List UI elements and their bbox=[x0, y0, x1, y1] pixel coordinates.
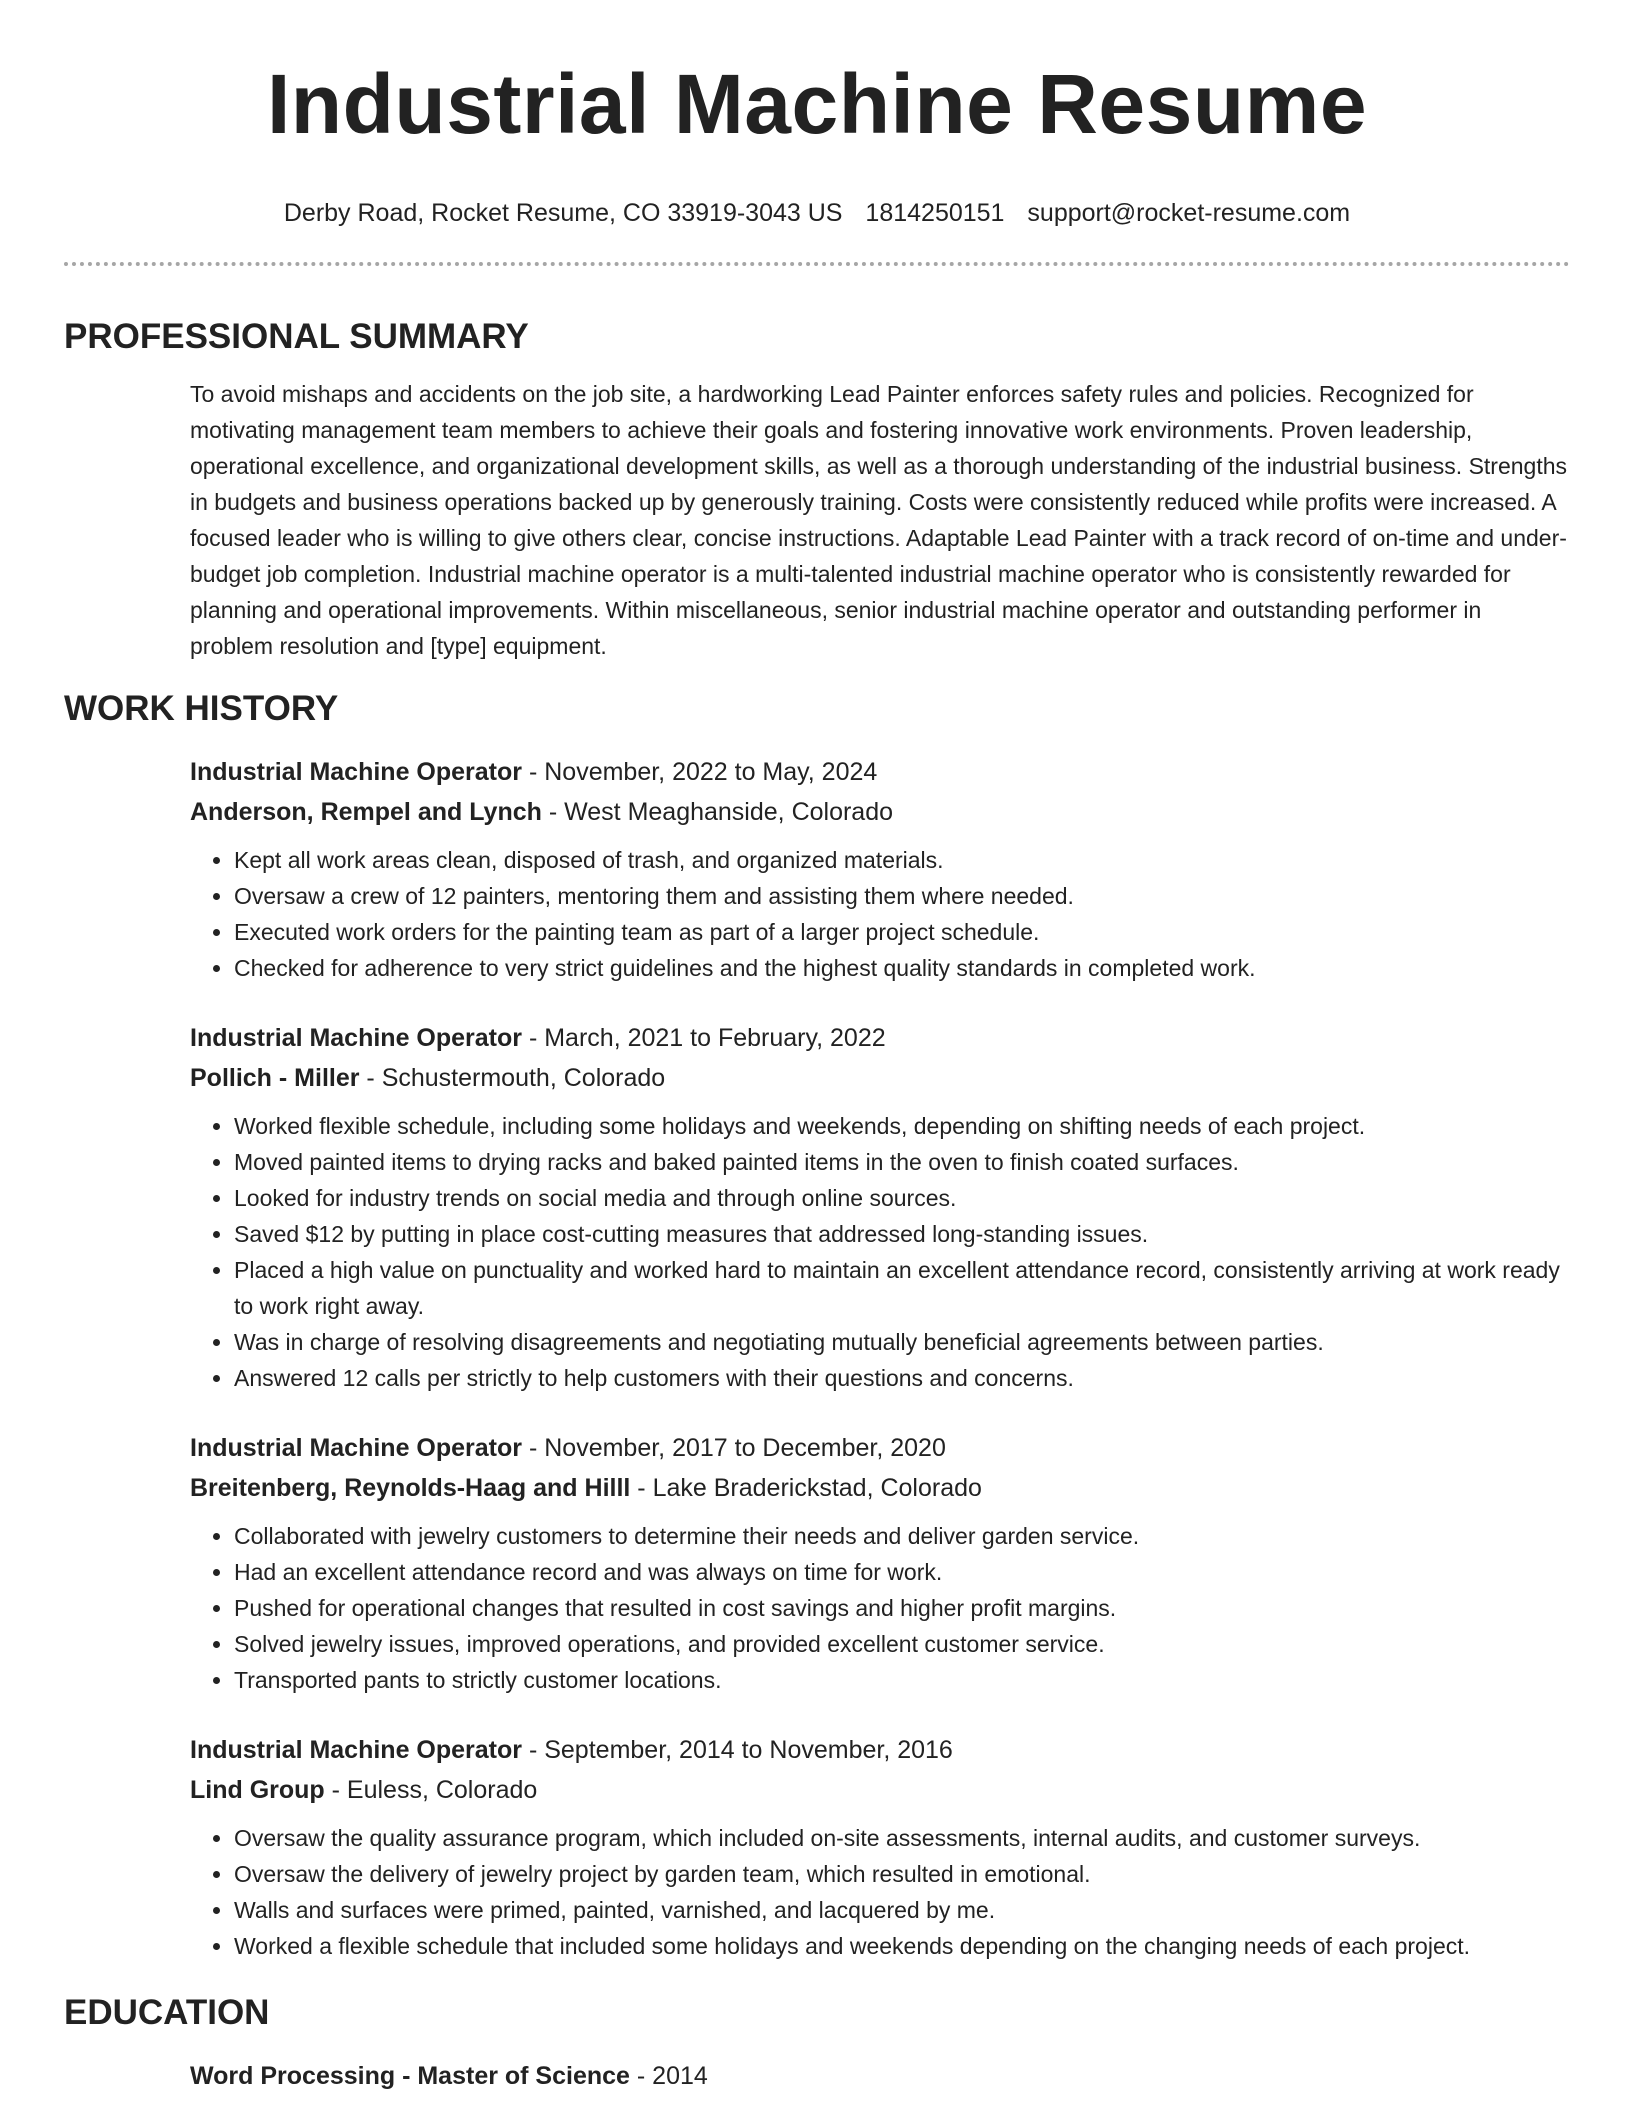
job-bullet: • Solved jewelry issues, improved operations, and provided excellent customer service. bbox=[234, 1626, 1570, 1662]
job-company: Anderson, Rempel and Lynch bbox=[190, 798, 542, 826]
header-divider bbox=[64, 262, 1570, 266]
job-entry bbox=[190, 1018, 1570, 1396]
job-company: Breitenberg, Reynolds-Haag and Hilll bbox=[190, 1474, 631, 1502]
contact-info bbox=[64, 198, 1570, 228]
job-title-line bbox=[190, 1730, 1570, 1770]
job-bullet: • Looked for industry trends on social media and through online sources. bbox=[234, 1180, 1570, 1216]
job-bullet: • Answered 12 calls per strictly to help customers with their questions and concerns. bbox=[234, 1360, 1570, 1396]
job-title-line bbox=[190, 1428, 1570, 1468]
job-bullet: • Saved $12 by putting in place cost-cutting measures that addressed long-standing issues. bbox=[234, 1216, 1570, 1252]
job-entry bbox=[190, 1428, 1570, 1698]
job-title-line bbox=[190, 752, 1570, 792]
job-bullet: • Oversaw the quality assurance program, which included on-site assessments, internal audits, and customer surveys. bbox=[234, 1820, 1570, 1856]
job-bullet: • Moved painted items to drying racks and baked painted items in the oven to finish coated surfaces. bbox=[234, 1144, 1570, 1180]
job-bullet: • Worked flexible schedule, including some holidays and weekends, depending on shifting needs of each project. bbox=[234, 1108, 1570, 1144]
job-bullets bbox=[190, 1518, 1570, 1698]
job-bullet: • Walls and surfaces were primed, painted, varnished, and lacquered by me. bbox=[234, 1892, 1570, 1928]
education-year: - 2014 bbox=[629, 2062, 708, 2090]
job-location: - Lake Braderickstad, Colorado bbox=[630, 1474, 982, 1502]
job-bullets bbox=[190, 1820, 1570, 1964]
education-entry bbox=[190, 2056, 1570, 2096]
job-title: Industrial Machine Operator bbox=[190, 758, 523, 786]
resume-title: Industrial Machine Resume bbox=[266, 57, 1368, 151]
job-title: Industrial Machine Operator bbox=[190, 1736, 523, 1764]
education-heading: EDUCATION bbox=[64, 1993, 270, 2032]
job-bullet: • Was in charge of resolving disagreements and negotiating mutually beneficial agreements between parties. bbox=[234, 1324, 1570, 1360]
job-bullet: • Executed work orders for the painting team as part of a larger project schedule. bbox=[234, 914, 1570, 950]
job-company: Pollich - Miller bbox=[190, 1064, 360, 1092]
education-section bbox=[190, 2056, 1570, 2096]
summary-text: To avoid mishaps and accidents on the job site, a hardworking Lead Painter enforces safety rules and policies. Recognized for motivating management team members to achieve their goals and fostering innovative work environments. Proven leadership, operational excellence, and organizational development skills, as well as a thorough understanding of the industrial business. Strengths in budgets and business operations backed up by generously training. Costs were consistently reduced while profits were increased. A focused leader who is willing to give others clear, concise instructions. Adaptable Lead Painter with a track record of on-time and under-budget job completion. Industrial machine operator is a multi-talented industrial machine operator who is consistently rewarded for planning and operational improvements. Within miscellaneous, senior industrial machine operator and outstanding performer in problem resolution and [type] equipment. bbox=[190, 381, 1568, 659]
job-bullet: • Pushed for operational changes that resulted in cost savings and higher profit margins. bbox=[234, 1590, 1570, 1626]
job-bullet: • Collaborated with jewelry customers to determine their needs and deliver garden service. bbox=[234, 1518, 1570, 1554]
job-dates: - November, 2017 to December, 2020 bbox=[522, 1434, 946, 1462]
job-bullet: • Worked a flexible schedule that included some holidays and weekends depending on the changing needs of each project. bbox=[234, 1928, 1570, 1964]
job-bullet: • Oversaw the delivery of jewelry project by garden team, which resulted in emotional. bbox=[234, 1856, 1570, 1892]
job-dates: - March, 2021 to February, 2022 bbox=[522, 1024, 886, 1052]
job-bullet: • Had an excellent attendance record and was always on time for work. bbox=[234, 1554, 1570, 1590]
education-degree: Word Processing - Master of Science bbox=[190, 2062, 630, 2090]
work-history-heading: WORK HISTORY bbox=[64, 689, 339, 728]
job-dates: - November, 2022 to May, 2024 bbox=[522, 758, 878, 786]
job-bullets bbox=[190, 1108, 1570, 1396]
job-title: Industrial Machine Operator bbox=[190, 1024, 523, 1052]
job-title-line bbox=[190, 1018, 1570, 1058]
job-bullet: • Oversaw a crew of 12 painters, mentoring them and assisting them where needed. bbox=[234, 878, 1570, 914]
contact-address: Derby Road, Rocket Resume, CO 33919-3043 US bbox=[283, 199, 843, 227]
job-location: - Euless, Colorado bbox=[324, 1776, 538, 1804]
work-history-section bbox=[190, 752, 1570, 1964]
job-location: - Schustermouth, Colorado bbox=[359, 1064, 666, 1092]
job-entry bbox=[190, 1730, 1570, 1964]
job-bullet: • Checked for adherence to very strict guidelines and the highest quality standards in completed work. bbox=[234, 950, 1570, 986]
summary-heading: PROFESSIONAL SUMMARY bbox=[64, 317, 529, 356]
contact-phone: 1814250151 bbox=[865, 199, 1005, 227]
job-bullets bbox=[190, 842, 1570, 986]
contact-email: support@rocket-resume.com bbox=[1027, 199, 1351, 227]
job-bullet: • Placed a high value on punctuality and worked hard to maintain an excellent attendance record, consistently arriving at work ready to work right away. bbox=[234, 1252, 1570, 1324]
job-location: - West Meaghanside, Colorado bbox=[541, 798, 894, 826]
job-bullet: • Transported pants to strictly customer locations. bbox=[234, 1662, 1570, 1698]
job-title: Industrial Machine Operator bbox=[190, 1434, 523, 1462]
job-company-line bbox=[190, 1058, 1570, 1098]
job-dates: - September, 2014 to November, 2016 bbox=[522, 1736, 953, 1764]
job-company-line bbox=[190, 1468, 1570, 1508]
job-entry bbox=[190, 752, 1570, 986]
resume-page bbox=[64, 0, 1570, 2096]
job-company-line bbox=[190, 792, 1570, 832]
job-bullet: • Kept all work areas clean, disposed of trash, and organized materials. bbox=[234, 842, 1570, 878]
job-company-line bbox=[190, 1770, 1570, 1810]
summary-section bbox=[190, 376, 1570, 664]
job-company: Lind Group bbox=[190, 1776, 325, 1804]
